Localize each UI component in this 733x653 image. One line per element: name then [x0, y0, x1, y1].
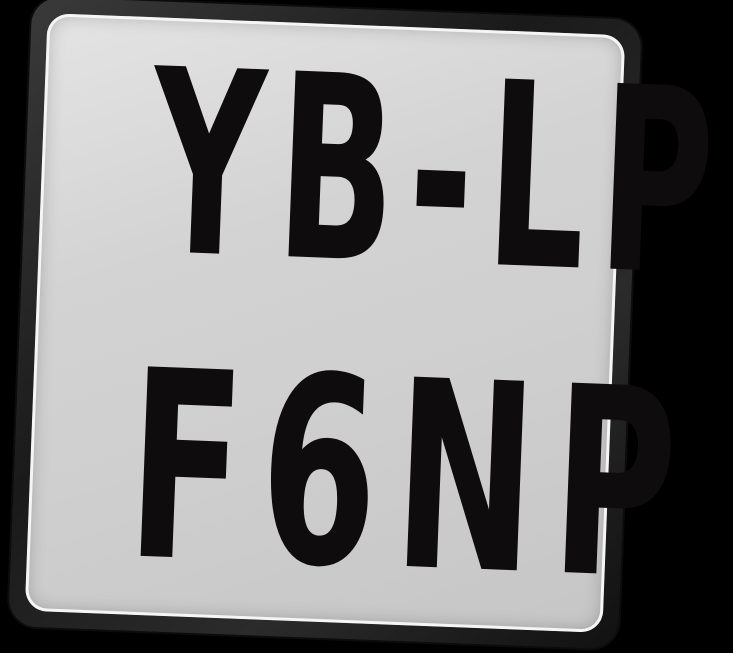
license-plate: [25, 13, 733, 640]
plate-line-2: F6NP: [122, 314, 699, 640]
plate-line-1: YB-LP: [146, 14, 733, 334]
license-plate-frame: [8, 0, 733, 649]
